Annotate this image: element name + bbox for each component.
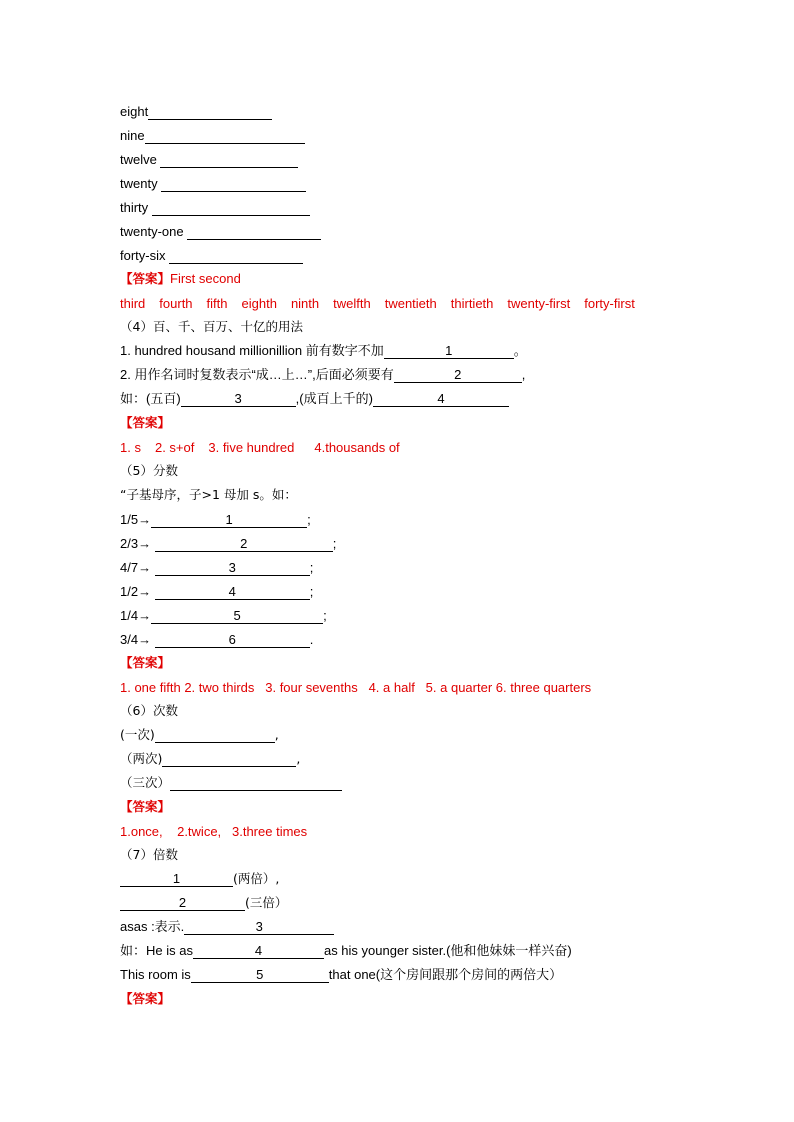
word: forty-six — [120, 248, 166, 263]
answer-label: 【答案】 — [120, 799, 171, 814]
answer-word: fourth — [159, 296, 193, 311]
exercise-line — [120, 391, 509, 407]
blank — [169, 248, 303, 264]
blank-number: 1 — [445, 343, 453, 358]
answer-text: 4.thousands of — [314, 440, 400, 455]
answer-label: 【答案】 — [120, 271, 171, 286]
blank-number: 4 — [228, 584, 236, 599]
blank-number: 4 — [254, 943, 263, 958]
answer-label: 【答案】 — [120, 991, 171, 1006]
text: ; — [323, 608, 327, 623]
text: ; — [307, 512, 311, 527]
text: ,(成百上千的) — [295, 391, 373, 406]
fraction: 3/4→ — [120, 632, 155, 647]
answer-line — [120, 271, 241, 287]
fraction-row — [120, 536, 336, 552]
answer-text: 2. s+of — [154, 440, 195, 455]
text: as his younger sister.(他和他妹妹一样兴奋) — [323, 943, 572, 958]
blank-number: 1 — [172, 871, 181, 886]
blank — [152, 200, 310, 216]
answer-word: forty-first — [584, 296, 635, 311]
blank — [155, 632, 310, 648]
ordinal-row — [120, 104, 272, 120]
text: (三倍） — [245, 895, 288, 910]
ordinal-row — [120, 200, 310, 216]
blank — [155, 727, 275, 743]
fraction: 1/5→ — [120, 512, 152, 527]
multiple-row — [120, 895, 287, 911]
blank — [187, 224, 321, 240]
answer-label: 【答案】 — [120, 655, 171, 670]
answer-word: fifth — [206, 296, 228, 311]
answer-text: 1. s — [120, 440, 141, 455]
blank — [161, 176, 306, 192]
answer-word: twenty-first — [507, 296, 571, 311]
fraction-row — [120, 512, 311, 528]
fraction-row — [120, 560, 313, 576]
ordinal-row — [120, 176, 306, 192]
blank — [155, 584, 310, 600]
exercise-line — [120, 367, 525, 383]
ordinal-row — [120, 224, 321, 240]
blank — [151, 608, 323, 624]
blank — [155, 536, 333, 552]
blank — [394, 367, 522, 383]
fraction: 4/7→ — [120, 560, 155, 575]
text: 。 — [513, 343, 527, 358]
blank-number: 4 — [437, 391, 445, 406]
word: eight — [120, 104, 149, 119]
answer-line: 1.once, 2.twice, 3.three times — [120, 824, 308, 839]
multiple-row — [120, 943, 572, 959]
blank — [155, 560, 310, 576]
blank — [184, 919, 334, 935]
blank-number: 1 — [225, 512, 233, 527]
rule-text: “子基母序，子>1 母加 s。如： — [120, 487, 297, 502]
fraction: 2/3→ — [120, 536, 155, 551]
text: that one(这个房间跟那个房间的两倍大） — [328, 967, 563, 982]
ordinal-row — [120, 128, 305, 144]
text: ; — [332, 536, 337, 551]
fraction-row — [120, 632, 313, 648]
blank-number: 2 — [240, 536, 248, 551]
answer-word: eighth — [241, 296, 277, 311]
blank — [373, 391, 509, 407]
word: twenty-one — [120, 224, 184, 239]
section-heading: （6）次数 — [120, 703, 178, 718]
text: , — [274, 727, 279, 742]
fraction-row — [120, 608, 327, 624]
text: . — [309, 632, 314, 647]
times-row — [120, 751, 300, 767]
multiple-row — [120, 871, 279, 887]
blank — [151, 512, 307, 528]
blank — [384, 343, 514, 359]
word: nine — [120, 128, 145, 143]
blank — [181, 391, 296, 407]
text: , — [296, 751, 301, 766]
answer-text: 3. five hundred — [208, 440, 295, 455]
text: This room is — [120, 967, 191, 982]
text: asas :表示. — [120, 919, 185, 934]
blank — [191, 967, 329, 983]
blank-number: 5 — [256, 967, 264, 982]
word: twelve — [120, 152, 157, 167]
exercise-line — [120, 343, 527, 359]
section-heading: （7）倍数 — [120, 847, 178, 862]
times-row — [120, 775, 342, 791]
text: 如：(五百) — [120, 391, 181, 406]
ordinal-row — [120, 152, 298, 168]
blank — [120, 895, 245, 911]
blank-number: 6 — [228, 632, 236, 647]
blank-number: 5 — [233, 608, 241, 623]
answer-line — [120, 296, 635, 312]
word: thirty — [120, 200, 149, 215]
answer-label: 【答案】 — [120, 415, 171, 430]
answer-word: thirtieth — [450, 296, 494, 311]
multiple-row — [120, 967, 562, 983]
section-heading: （4）百、千、百万、十亿的用法 — [120, 319, 303, 334]
fraction: 1/4→ — [120, 608, 152, 623]
text: , — [521, 367, 526, 382]
answer-word: twelfth — [333, 296, 371, 311]
word: twenty — [120, 176, 158, 191]
text: ; — [309, 584, 314, 599]
ordinal-row — [120, 248, 303, 264]
blank — [120, 871, 233, 887]
text: （三次） — [120, 775, 171, 790]
blank — [162, 751, 296, 767]
blank-number: 3 — [255, 919, 263, 934]
answer-text: First second — [170, 271, 241, 286]
text: ; — [309, 560, 314, 575]
blank — [145, 128, 305, 144]
section-heading: （5）分数 — [120, 463, 178, 478]
blank-number: 3 — [234, 391, 242, 406]
answer-line — [120, 440, 400, 456]
answer-word: third — [120, 296, 146, 311]
blank — [148, 104, 272, 120]
blank — [193, 943, 324, 959]
multiple-row — [120, 919, 334, 935]
text: 1. hundred housand millionillion 前有数字不加 — [120, 343, 384, 358]
blank-number: 2 — [454, 367, 462, 382]
blank-number: 3 — [228, 560, 236, 575]
text: （两次) — [120, 751, 163, 766]
blank — [170, 775, 342, 791]
text: 如：He is as — [120, 943, 193, 958]
answer-line: 1. one fifth 2. two thirds 3. four sevenths 4. a half 5. a quarter 6. three quarters — [120, 680, 592, 695]
blank — [160, 152, 298, 168]
text: (两倍）, — [233, 871, 280, 886]
fraction-row — [120, 584, 313, 600]
answer-word: twentieth — [384, 296, 437, 311]
text: 2. 用作名词时复数表示“成…上…”,后面必须要有 — [120, 367, 394, 382]
times-row — [120, 727, 279, 743]
fraction: 1/2→ — [120, 584, 155, 599]
answer-word: ninth — [290, 296, 320, 311]
text: (一次) — [120, 727, 155, 742]
blank-number: 2 — [178, 895, 187, 910]
